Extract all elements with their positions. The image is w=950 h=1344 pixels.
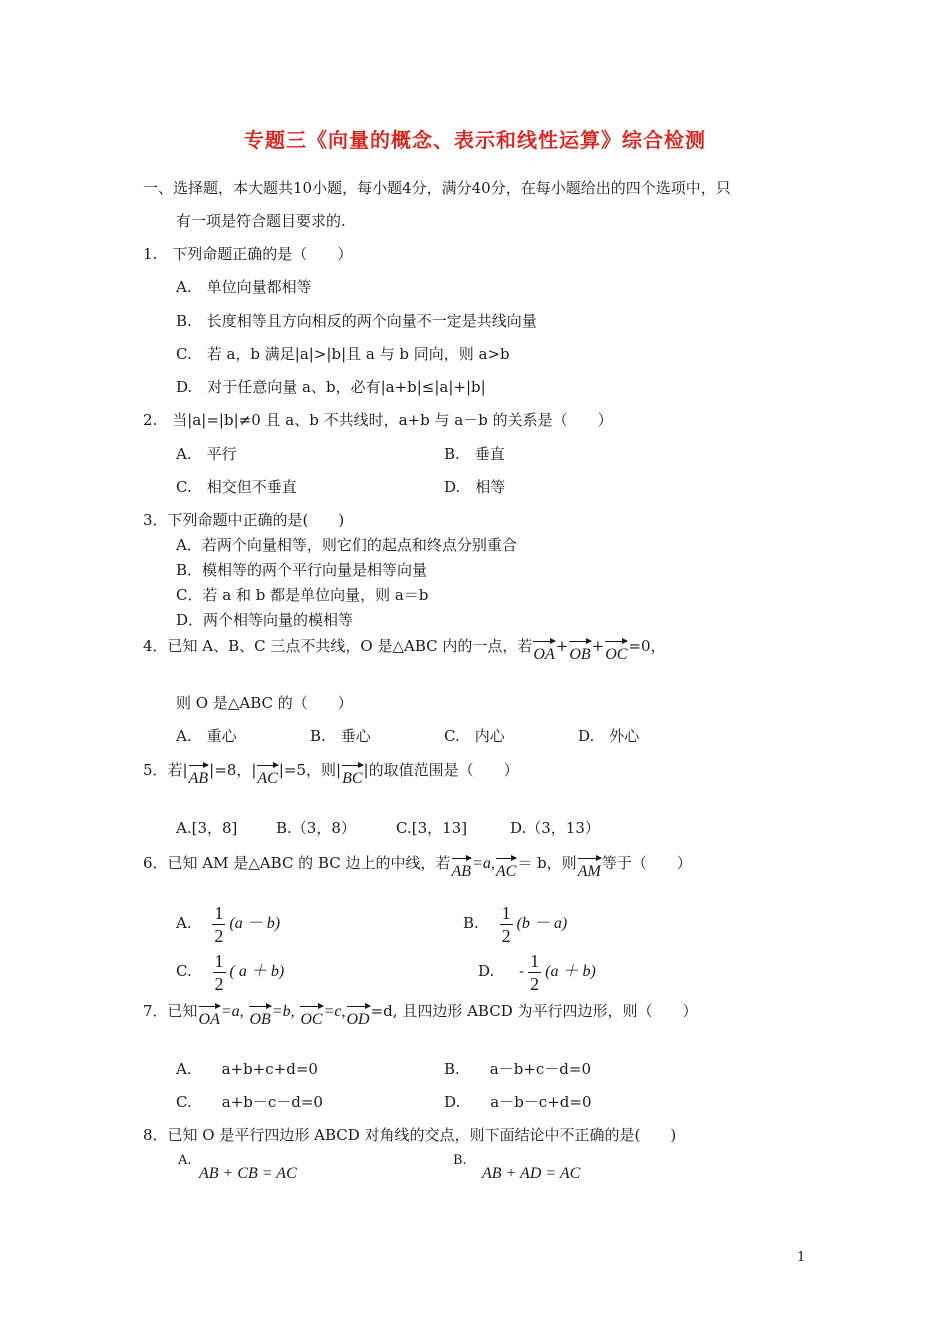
vector-ac: AC	[495, 863, 517, 880]
plus-sign: +	[555, 637, 569, 655]
q4-stem-cont: 则 O 是△ABC 的（ ）	[176, 694, 353, 712]
vector-ab: AB	[188, 770, 209, 787]
q1-option-c: C. 若 a，b 满足|a|>|b|且 a 与 b 同向，则 a>b	[176, 345, 510, 363]
q5-option-d: D.（3，13）	[510, 819, 600, 837]
vector-oc: OC	[605, 646, 628, 663]
vector-oa: OA	[198, 1011, 220, 1028]
equals-zero: =0，	[628, 637, 666, 655]
q7-stem: 7．已知OA=a, OB=b, OC=c,OD=d, 且四边形 ABCD 为平行四边形，则（ ）	[143, 1002, 698, 1028]
q5-option-a: A.[3，8]	[176, 819, 238, 837]
q8-option-a: AB + CB = AC	[199, 1165, 297, 1182]
q4-option-b: B. 垂心	[310, 727, 371, 745]
vector-ob: OB	[569, 646, 591, 663]
vector-am: AM	[577, 863, 601, 880]
vector-oa: OA	[533, 646, 555, 663]
q5-text-2: |=8，|	[209, 761, 257, 779]
q4-option-d: D. 外心	[578, 727, 640, 745]
q8-option-a-label: A.	[178, 1153, 192, 1168]
vector-ac: AC	[257, 770, 278, 787]
q6-option-b: B. $\frac{1}{2}$ (b － a)	[463, 902, 568, 946]
q3-option-c: C．若 a 和 b 都是单位向量，则 a＝b	[176, 586, 429, 604]
vector-oc: OC	[300, 1011, 323, 1028]
q3-option-d: D．两个相等向量的模相等	[176, 611, 354, 629]
q1-option-b: B. 长度相等且方向相反的两个向量不一定是共线向量	[176, 312, 537, 330]
q8-option-b: AB + AD = AC	[482, 1165, 581, 1182]
q8-option-b-label: B.	[453, 1153, 467, 1168]
q6-option-d: D. - $\frac{1}{2}$ (a ＋ b)	[478, 950, 596, 994]
q7-option-d: D. a－b－c+d=0	[444, 1093, 592, 1111]
q2-stem: 2. 当|a|=|b|≠0 且 a、b 不共线时，a+b 与 a－b 的关系是（ ）	[143, 411, 613, 429]
q4-stem-text: 4．已知 A、B、C 三点不共线，O 是△ABC 内的一点，若	[143, 637, 533, 655]
q8-stem: 8．已知 O 是平行四边形 ABCD 对角线的交点，则下面结论中不正确的是( )	[143, 1126, 677, 1144]
q6-text-4: 等于（ ）	[601, 854, 692, 872]
q2-option-d: D. 相等	[444, 478, 506, 496]
section-intro-cont: 有一项是符合题目要求的.	[176, 212, 346, 230]
q7-text-1: 7．已知	[143, 1002, 198, 1020]
vector-ab: AB	[451, 863, 472, 880]
q6-text-2: =a,	[472, 855, 495, 872]
q1-option-a: A. 单位向量都相等	[176, 278, 312, 296]
q6-text-3: ＝ b，则	[517, 854, 577, 872]
q3-stem: 3．下列命题中正确的是( )	[143, 511, 345, 529]
fraction: $\frac{1}{2}$	[501, 902, 511, 946]
vector-od: OD	[346, 1011, 370, 1028]
q2-option-a: A. 平行	[176, 445, 237, 463]
q3-option-a: A．若两个向量相等，则它们的起点和终点分别重合	[176, 536, 517, 554]
q2-option-b: B. 垂直	[444, 445, 505, 463]
q6-option-c: C. $\frac{1}{2}$ ( a ＋ b)	[176, 950, 285, 994]
q7-option-c: C. a+b－c－d=0	[176, 1093, 323, 1111]
q6-option-a: A. $\frac{1}{2}$ (a － b)	[176, 902, 281, 946]
section-intro: 一、选择题，本大题共10小题，每小题4分，满分40分，在每小题给出的四个选项中，只	[143, 179, 731, 197]
q5-option-c: C.[3，13]	[396, 819, 468, 837]
vector-bc: BC	[342, 770, 363, 787]
q5-text-1: 5．若|	[143, 761, 188, 779]
fraction: $\frac{1}{2}$	[214, 950, 224, 994]
fraction: $\frac{1}{2}$	[530, 950, 540, 994]
q5-text-4: |的取值范围是（ ）	[363, 761, 519, 779]
page-number: 1	[797, 1250, 806, 1265]
vector-ob: OB	[249, 1011, 271, 1028]
q4-option-c: C. 内心	[444, 727, 505, 745]
q5-option-b: B.（3，8）	[276, 819, 356, 837]
page-title: 专题三《向量的概念、表示和线性运算》综合检测	[244, 128, 706, 152]
q6-text-1: 6．已知 AM 是△ABC 的 BC 边上的中线，若	[143, 854, 451, 872]
fraction: $\frac{1}{2}$	[214, 902, 224, 946]
q3-option-b: B．模相等的两个平行向量是相等向量	[176, 561, 428, 579]
q7-option-b: B. a－b+c－d=0	[444, 1060, 592, 1078]
q6-stem	[143, 853, 692, 880]
plus-sign: +	[591, 637, 605, 655]
q5-stem	[143, 760, 519, 787]
q4-stem	[143, 636, 666, 663]
q1-option-d: D. 对于任意向量 a、b，必有|a+b|≤|a|+|b|	[176, 378, 486, 396]
q7-option-a: A. a+b+c+d=0	[176, 1060, 318, 1078]
q4-option-a: A. 重心	[176, 727, 237, 745]
q1-stem: 1. 下列命题正确的是（ ）	[143, 245, 353, 263]
q2-option-c: C. 相交但不垂直	[176, 478, 297, 496]
q5-text-3: |=5，则|	[278, 761, 342, 779]
